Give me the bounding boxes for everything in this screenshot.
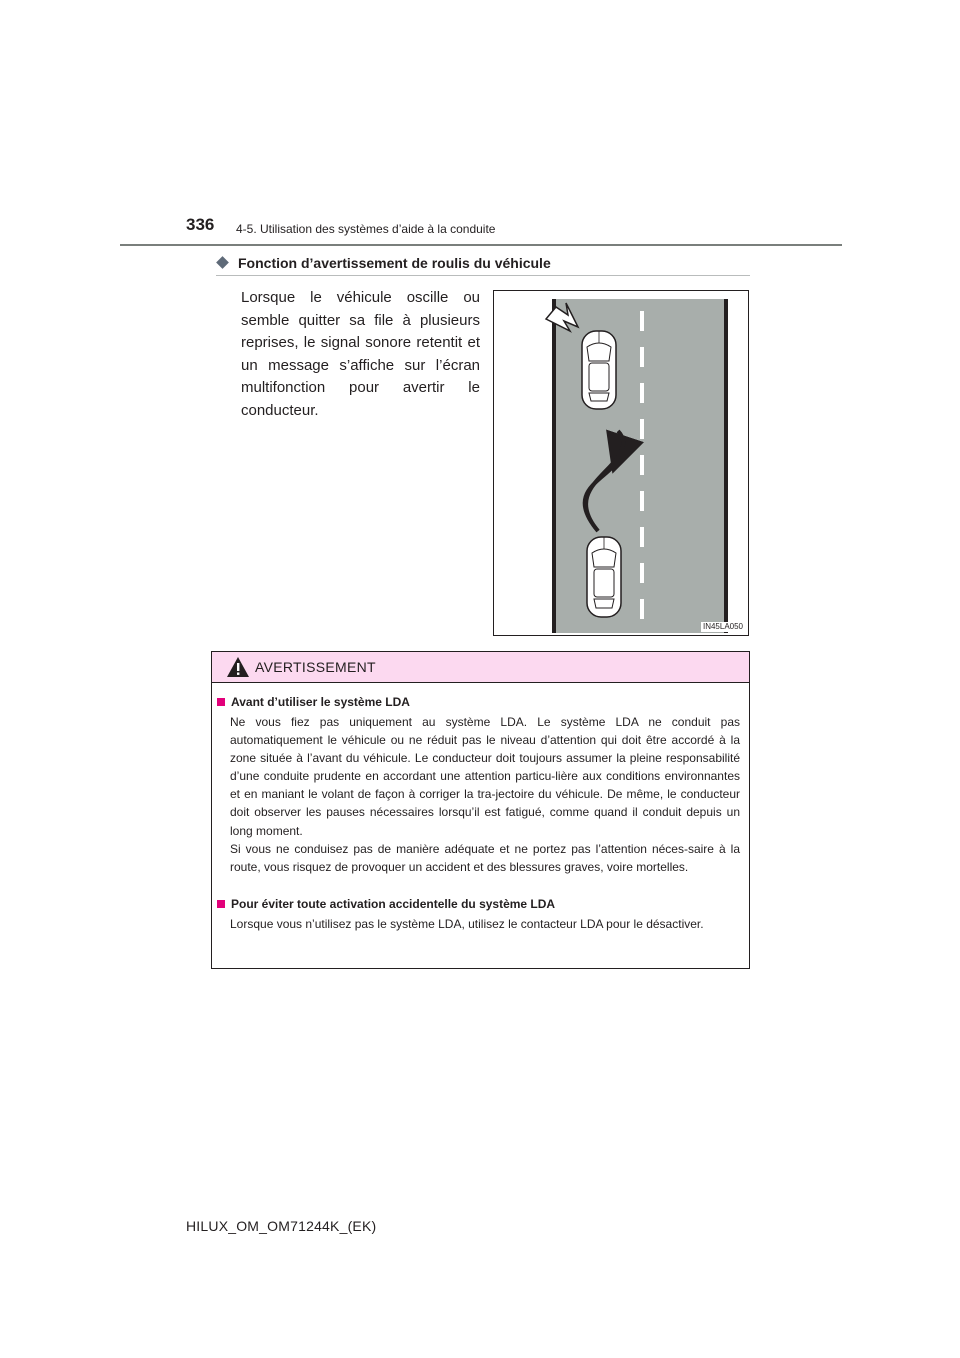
bullet-square-icon xyxy=(217,900,225,908)
body-paragraph-main: Lorsque le véhicule oscille ou semble quitter sa file à plusieurs reprises, le signal sonore retentit et un message s’affiche sur l’écran multifonction pour avertir le xyxy=(241,289,480,396)
body-paragraph-last: conducteur. xyxy=(241,401,319,419)
road-illustration xyxy=(494,291,748,635)
subheading xyxy=(216,255,750,276)
warning-header xyxy=(212,652,749,683)
warning-item-1-paragraph-2: Si vous ne conduisez pas de manière adéquate et ne portez pas l’attention néces-saire à la route, vous risquez de provoquer un accident et des blessures graves, voire mortelles. xyxy=(230,841,740,874)
section-header: 4-5. Utilisation des systèmes d’aide à la conduite xyxy=(236,222,496,236)
warning-item-2-paragraph-1: Lorsque vous n’utilisez pas le système LDA, utilisez le contacteur LDA pour le désactiver. xyxy=(230,917,704,931)
warning-title: AVERTISSEMENT xyxy=(255,659,376,675)
bullet-square-icon xyxy=(217,698,225,706)
warning-item-1-paragraph-1: Ne vous fiez pas uniquement au système LDA. Le système LDA ne conduit pas automatiquement le véhicule ou ne réduit pas le niveau d’attention qui doit être accordé à la zone située à l’avant du véhicule. Le conducteur doit toujours assumer la pleine responsabilité d’une conduite prudente en accordant une attention particu-lière aux conditions environnantes et en maniant le volant de façon à corriger la tra-jectoire du véhicule. De même, le conducteur doit observer les pauses nécessaires lorsqu’il est fatigué, comme quand il conduit depuis un long moment. xyxy=(230,715,740,838)
footer-code: HILUX_OM_OM71244K_(EK) xyxy=(186,1218,377,1234)
diamond-icon xyxy=(216,256,229,269)
page-number: 336 xyxy=(186,215,215,234)
warning-item-1-text xyxy=(230,713,740,876)
warning-item-2-text xyxy=(230,915,740,933)
header-rule xyxy=(120,244,842,246)
warning-triangle-icon xyxy=(226,656,250,678)
warning-item-2-title: Pour éviter toute activation accidentelle du système LDA xyxy=(231,897,556,911)
car-top xyxy=(582,331,616,409)
lane-departure-figure xyxy=(493,290,749,636)
warning-item-1-title: Avant d’utiliser le système LDA xyxy=(231,695,410,709)
body-paragraph xyxy=(241,287,480,422)
figure-code: IN45LA050 xyxy=(702,622,743,631)
subheading-title: Fonction d’avertissement de roulis du véhicule xyxy=(238,255,551,271)
car-bottom xyxy=(587,537,621,617)
warning-box xyxy=(211,651,750,969)
